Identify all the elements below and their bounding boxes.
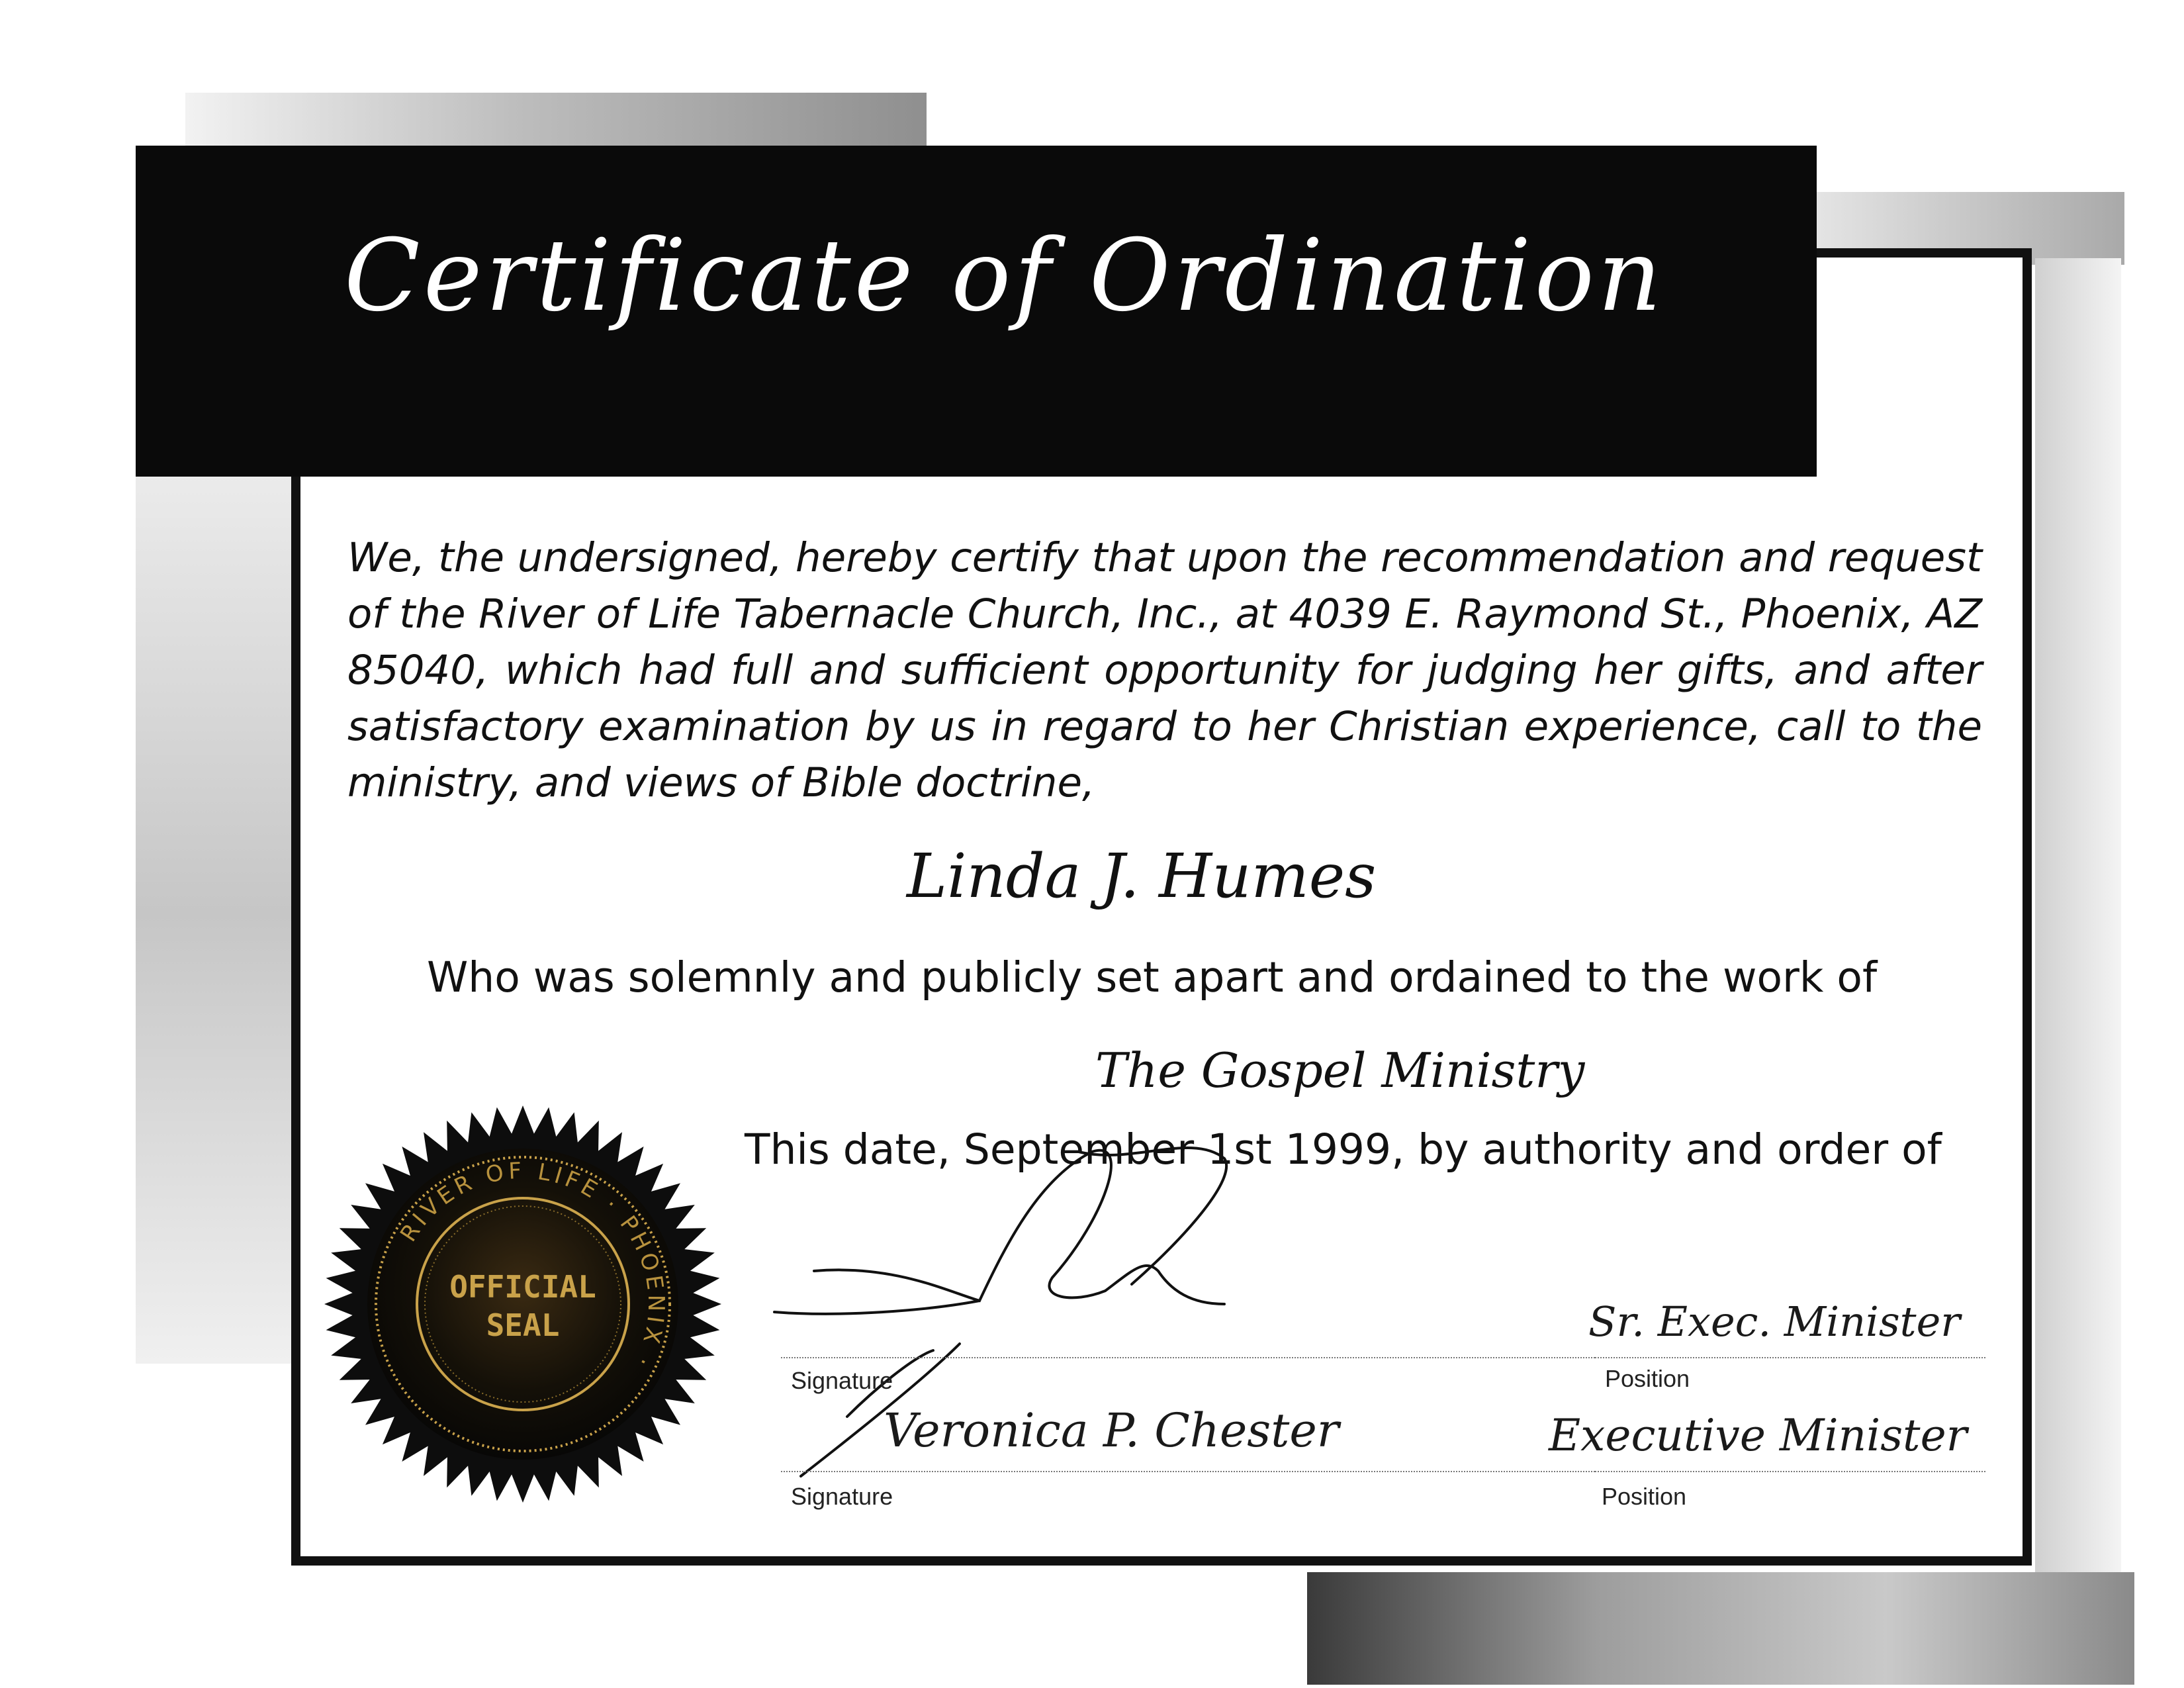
gray-shadow-right-side xyxy=(2035,258,2121,1575)
position-label-1: Position xyxy=(1605,1365,1690,1392)
position-label-2: Position xyxy=(1602,1483,1687,1510)
signature-label-1: Signature xyxy=(791,1367,893,1394)
seal-ring-text: RIVER OF LIFE · PHOENIX · xyxy=(395,1157,670,1374)
signed-name-2: Veronica P. Chester xyxy=(884,1403,1340,1458)
seal-text-line1: OFFICIAL xyxy=(449,1269,596,1305)
position-value-2: Executive Minister xyxy=(1549,1410,1968,1461)
certification-paragraph: We, the undersigned, hereby certify that upon the recommendation and request of the River of Life Tabernacle Church, Inc., at 4039 E. Raymond St., Phoenix, AZ 85040, which had full and sufficient opportunity for judging her gifts, and after satisfactory examination by us in regard to her Christian experience, call to the ministry, and views of Bible doctrine, xyxy=(347,534,1982,806)
ministry-name: The Gospel Ministry xyxy=(1095,1043,1585,1098)
certificate-title: Certificate of Ordination xyxy=(344,218,1665,334)
official-seal-icon xyxy=(318,1099,728,1509)
signature-line-2 xyxy=(781,1471,1595,1472)
gray-shadow-left xyxy=(136,463,301,1364)
signature-line-1 xyxy=(781,1357,1595,1358)
signature-label-2: Signature xyxy=(791,1483,893,1510)
date-statement: This date, September 1st 1999, by authority and order of xyxy=(745,1125,1942,1174)
ordination-statement: Who was solemnly and publicly set apart and ordained to the work of xyxy=(427,953,1878,1002)
position-value-1: Sr. Exec. Minister xyxy=(1588,1297,1960,1346)
position-line-2 xyxy=(1595,1471,1985,1472)
seal-text-line2: SEAL xyxy=(486,1307,560,1343)
position-line-1 xyxy=(1595,1357,1985,1358)
gray-shadow-bottom xyxy=(1307,1572,2134,1685)
ordinee-name: Linda J. Humes xyxy=(907,841,1377,912)
